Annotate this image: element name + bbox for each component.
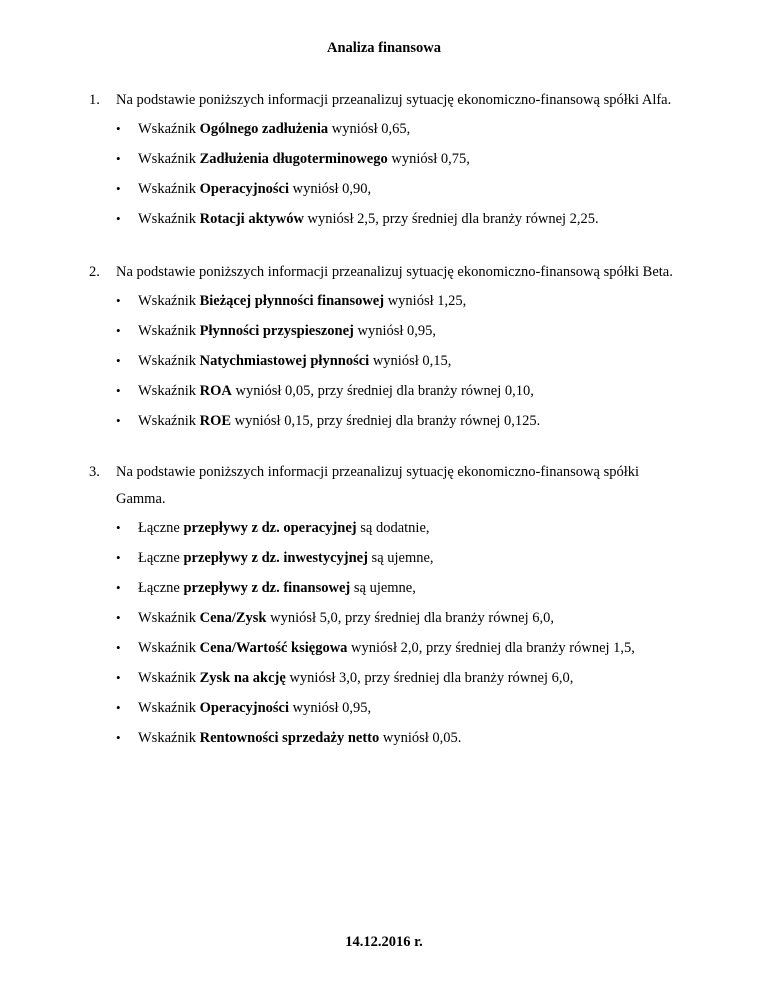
bullet-icon: •	[116, 383, 121, 398]
question	[89, 459, 689, 513]
item-text: Wskaźnik	[138, 293, 200, 309]
item-term: Bieżącej płynności finansowej	[199, 293, 385, 309]
list-item	[89, 178, 689, 208]
item-term: ROE	[199, 413, 232, 429]
item-text: wyniósł 0,15,	[369, 353, 452, 369]
bullet-icon: •	[116, 580, 121, 595]
bullet-icon: •	[116, 610, 121, 625]
bullet-icon: •	[116, 550, 121, 565]
item-text: Wskaźnik	[138, 121, 200, 137]
item-text: wyniósł 0,65,	[328, 121, 411, 137]
list-item	[89, 410, 689, 440]
list-item	[89, 517, 689, 547]
item-text: Wskaźnik	[138, 730, 200, 746]
question-number: 3.	[89, 464, 100, 480]
bullet-icon: •	[116, 293, 121, 308]
question-text: Na podstawie poniższych informacji przeanalizuj sytuację ekonomiczno-finansową spółki Gamma.	[116, 464, 640, 507]
item-text: wyniósł 0,95,	[289, 700, 372, 716]
list-item	[89, 697, 689, 727]
page-title: Analiza finansowa	[326, 40, 441, 56]
bullet-icon: •	[116, 670, 121, 685]
list-item	[89, 380, 689, 410]
item-text: Wskaźnik	[138, 211, 200, 227]
item-term: Zysk na akcję	[199, 670, 286, 686]
item-text: wyniósł 5,0, przy średniej dla branży równej 6,0,	[266, 610, 555, 626]
list-item	[89, 547, 689, 577]
item-text: wyniósł 0,05, przy średniej dla branży równej 0,10,	[231, 383, 534, 399]
list-item	[89, 667, 689, 697]
bullet-list	[89, 517, 689, 757]
item-text: Łączne	[138, 550, 184, 566]
item-text: Wskaźnik	[138, 670, 200, 686]
item-text: Wskaźnik	[138, 700, 200, 716]
item-term: przepływy z dz. inwestycyjnej	[183, 550, 368, 566]
list-item	[89, 577, 689, 607]
item-text: Łączne	[138, 580, 184, 596]
item-text: wyniósł 0,15, przy średniej dla branży równej 0,125.	[231, 413, 541, 429]
item-term: ROA	[199, 383, 232, 399]
question-number: 2.	[89, 264, 100, 280]
list-item	[89, 637, 689, 667]
item-term: Płynności przyspieszonej	[199, 323, 354, 339]
item-text: Wskaźnik	[138, 323, 200, 339]
question	[89, 87, 689, 114]
item-text: wyniósł 0,95,	[353, 323, 437, 339]
list-item	[89, 208, 689, 238]
item-text: Wskaźnik	[138, 383, 200, 399]
item-text: wyniósł 3,0, przy średniej dla branży równej 6,0,	[285, 670, 574, 686]
item-text: wyniósł 0,05.	[379, 730, 462, 746]
bullet-icon: •	[116, 121, 121, 136]
item-term: Ogólnego zadłużenia	[199, 121, 329, 137]
item-text: Wskaźnik	[138, 610, 200, 626]
list-item	[89, 320, 689, 350]
bullet-list	[89, 290, 689, 440]
footer-date: 14.12.2016 r.	[345, 934, 423, 950]
item-text: wyniósł 2,5, przy średniej dla branży równej 2,25.	[303, 211, 599, 227]
section-2	[89, 259, 689, 440]
item-text: Wskaźnik	[138, 353, 200, 369]
item-text: Wskaźnik	[138, 181, 200, 197]
question-text: Na podstawie poniższych informacji przeanalizuj sytuację ekonomiczno-finansową spółki Alfa.	[116, 92, 672, 108]
list-item	[89, 148, 689, 178]
item-text: wyniósł 1,25,	[384, 293, 467, 309]
item-term: przepływy z dz. finansowej	[183, 580, 351, 596]
item-term: Cena/Wartość księgowa	[199, 640, 348, 656]
item-term: Rentowności sprzedaży netto	[199, 730, 380, 746]
item-text: wyniósł 0,90,	[289, 181, 372, 197]
item-text: są ujemne,	[350, 580, 416, 596]
bullet-icon: •	[116, 700, 121, 715]
section-3	[89, 459, 689, 757]
item-term: Cena/Zysk	[199, 610, 267, 626]
question	[89, 259, 689, 286]
section-1	[89, 87, 689, 238]
item-text: są ujemne,	[367, 550, 434, 566]
item-text: wyniósł 0,75,	[387, 151, 470, 167]
bullet-icon: •	[116, 181, 121, 196]
item-term: Rotacji aktywów	[199, 211, 304, 227]
item-text: są dodatnie,	[356, 520, 430, 536]
bullet-list	[89, 118, 689, 238]
bullet-icon: •	[116, 353, 121, 368]
question-text: Na podstawie poniższych informacji przeanalizuj sytuację ekonomiczno-finansową spółki Beta.	[116, 264, 673, 280]
list-item	[89, 607, 689, 637]
bullet-icon: •	[116, 323, 121, 338]
list-item	[89, 727, 689, 757]
bullet-icon: •	[116, 151, 121, 166]
list-item	[89, 118, 689, 148]
item-text: Wskaźnik	[138, 413, 200, 429]
bullet-icon: •	[116, 413, 121, 428]
list-item	[89, 290, 689, 320]
bullet-icon: •	[116, 730, 121, 745]
item-text: Wskaźnik	[138, 151, 200, 167]
question-number: 1.	[89, 92, 100, 108]
item-term: Operacyjności	[199, 700, 290, 716]
item-term: Zadłużenia długoterminowego	[199, 151, 388, 167]
item-term: Operacyjności	[199, 181, 290, 197]
item-text: wyniósł 2,0, przy średniej dla branży równej 1,5,	[347, 640, 635, 656]
bullet-icon: •	[116, 211, 121, 226]
item-text: Wskaźnik	[138, 640, 200, 656]
item-text: Łączne	[138, 520, 184, 536]
item-term: przepływy z dz. operacyjnej	[183, 520, 357, 536]
bullet-icon: •	[116, 520, 121, 535]
item-term: Natychmiastowej płynności	[199, 353, 370, 369]
list-item	[89, 350, 689, 380]
bullet-icon: •	[116, 640, 121, 655]
